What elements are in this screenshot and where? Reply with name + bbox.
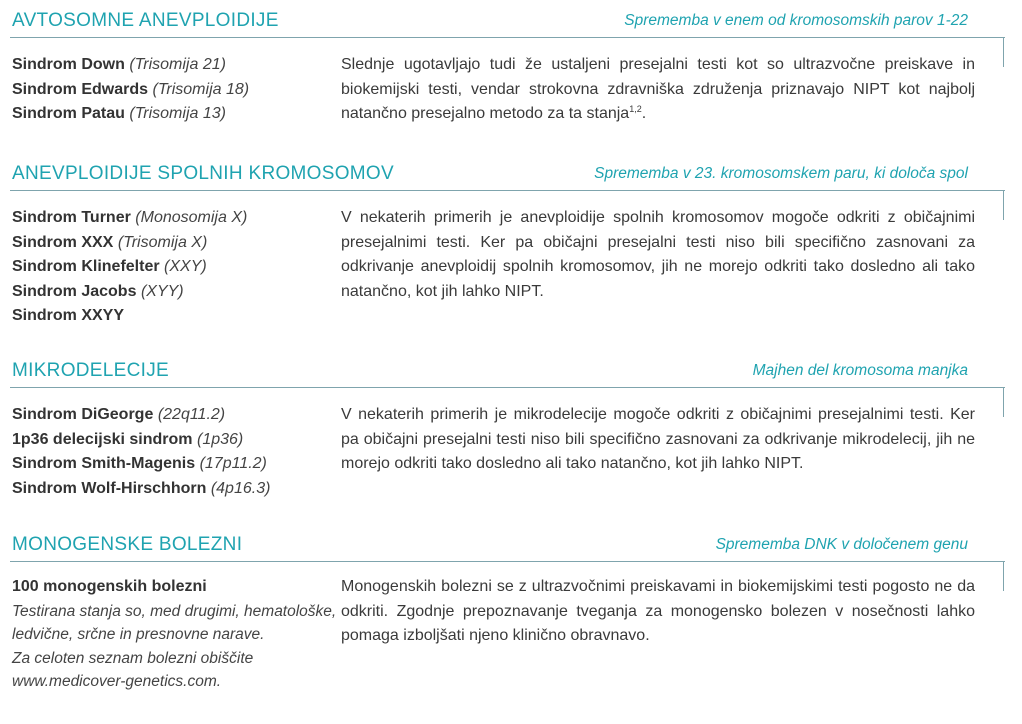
section-subtitle: Sprememba v 23. kromosomskem paru, ki določa spol [594, 165, 968, 182]
condition-name: Sindrom XXX [12, 233, 114, 251]
condition-item [12, 403, 332, 428]
section-description: Monogenskih bolezni se z ultrazvočnimi preiskavami in biokemijskimi testi pogosto ne da odkriti. Zgodnje prepoznavanje tveganja za monogensko bolezen v nosečnosti lahko pomaga izboljšati njeno klinično obravnavo. [341, 578, 975, 644]
monogenic-note-line: Za celoten seznam bolezni obiščite [12, 649, 254, 667]
condition-item [12, 102, 332, 127]
monogenic-note-line: Testirana stanja so, med drugimi, hematološke, [12, 602, 337, 620]
section-divider-end [1003, 37, 1004, 67]
condition-item [12, 231, 332, 256]
condition-item [12, 304, 332, 329]
section-title: ANEVPLOIDIJE SPOLNIH KROMOSOMOV [12, 163, 394, 184]
description-end: . [641, 105, 647, 122]
condition-list [12, 575, 337, 694]
monogenic-note-line: ledvične, srčne in presnovne narave. [12, 626, 265, 643]
condition-detail: (Trisomija X) [117, 233, 208, 251]
section-description: V nekaterih primerih je anevploidije spolnih kromosomov mogoče odkriti z običajnimi presejalnimi testi. Ker pa običajni presejalni testi niso bili specifično zasnovani za odkrivanje anevploidij spolnih kromosomov, jih ne morejo odkriti tako dosledno ali tako natančno, kot jih lahko NIPT. [341, 209, 975, 300]
section-divider-end [1003, 561, 1004, 591]
condition-detail: (Trisomija 13) [129, 105, 226, 122]
condition-detail: (Trisomija 21) [129, 56, 226, 73]
condition-item [12, 280, 332, 305]
condition-name: Sindrom Wolf-Hirschhorn [12, 479, 207, 497]
section-title: MIKRODELECIJE [12, 360, 169, 381]
condition-detail: (Trisomija 18) [152, 80, 250, 98]
section-divider-end [1003, 190, 1004, 220]
condition-detail: (XXY) [164, 258, 207, 275]
section-subtitle: Sprememba DNK v določenem genu [715, 536, 968, 553]
section-subtitle: Sprememba v enem od kromosomskih parov 1-22 [624, 12, 968, 29]
condition-detail: (1p36) [196, 430, 244, 448]
condition-name: Sindrom XXYY [12, 307, 125, 324]
condition-name: Sindrom DiGeorge [12, 406, 154, 423]
citation-superscript: 1,2 [629, 104, 642, 114]
condition-item [12, 206, 332, 231]
section-divider [10, 37, 1005, 38]
section-divider [10, 561, 1005, 562]
condition-item [12, 477, 332, 502]
condition-detail: (22q11.2) [157, 406, 226, 423]
section-subtitle: Majhen del kromosoma manjka [752, 362, 968, 379]
website-link[interactable]: www.medicover-genetics.com. [12, 673, 222, 690]
condition-detail: (4p16.3) [210, 479, 271, 497]
condition-detail: (Monosomija X) [135, 209, 248, 226]
condition-name: Sindrom Turner [12, 209, 131, 226]
description-text: Slednje ugotavljajo tudi že ustaljeni presejalni testi kot so ultrazvočne preiskave in biokemijski testi, vendar strokovna zdravniška združenja priznavajo NIPT kot najbolj natančno presejalno metodo za ta stanja [341, 56, 975, 122]
condition-item [12, 255, 332, 280]
section-description: V nekaterih primerih je mikrodelecije mogoče odkriti z običajnimi presejalnimi testi. Ker pa običajni presejalni testi niso bili specifično zasnovani za odkrivanje mikrodelecij, jih ne morejo odkriti tako dosledno ali tako natančno, kot jih lahko NIPT. [341, 406, 975, 472]
condition-list [12, 53, 332, 127]
condition-name: Sindrom Smith-Magenis [12, 455, 196, 472]
condition-detail: (17p11.2) [199, 455, 267, 472]
condition-detail: (XYY) [140, 282, 184, 300]
condition-item [12, 53, 332, 78]
section-divider [10, 190, 1005, 191]
section-divider-end [1003, 387, 1004, 417]
condition-item [12, 452, 332, 477]
section-description [341, 53, 975, 127]
section-title: AVTOSOMNE ANEVPLOIDIJE [12, 10, 279, 31]
condition-name: 1p36 delecijski sindrom [12, 430, 193, 448]
condition-name: Sindrom Down [12, 56, 125, 73]
condition-item [12, 78, 332, 103]
condition-item [12, 428, 332, 453]
condition-name: Sindrom Edwards [12, 80, 149, 98]
condition-list [12, 206, 332, 329]
condition-list [12, 403, 332, 501]
condition-name: Sindrom Jacobs [12, 282, 137, 300]
section-title: MONOGENSKE BOLEZNI [12, 534, 243, 555]
condition-name: Sindrom Patau [12, 105, 125, 122]
monogenic-heading: 100 monogenskih bolezni [12, 578, 207, 595]
condition-name: Sindrom Klinefelter [12, 258, 160, 275]
section-divider [10, 387, 1005, 388]
